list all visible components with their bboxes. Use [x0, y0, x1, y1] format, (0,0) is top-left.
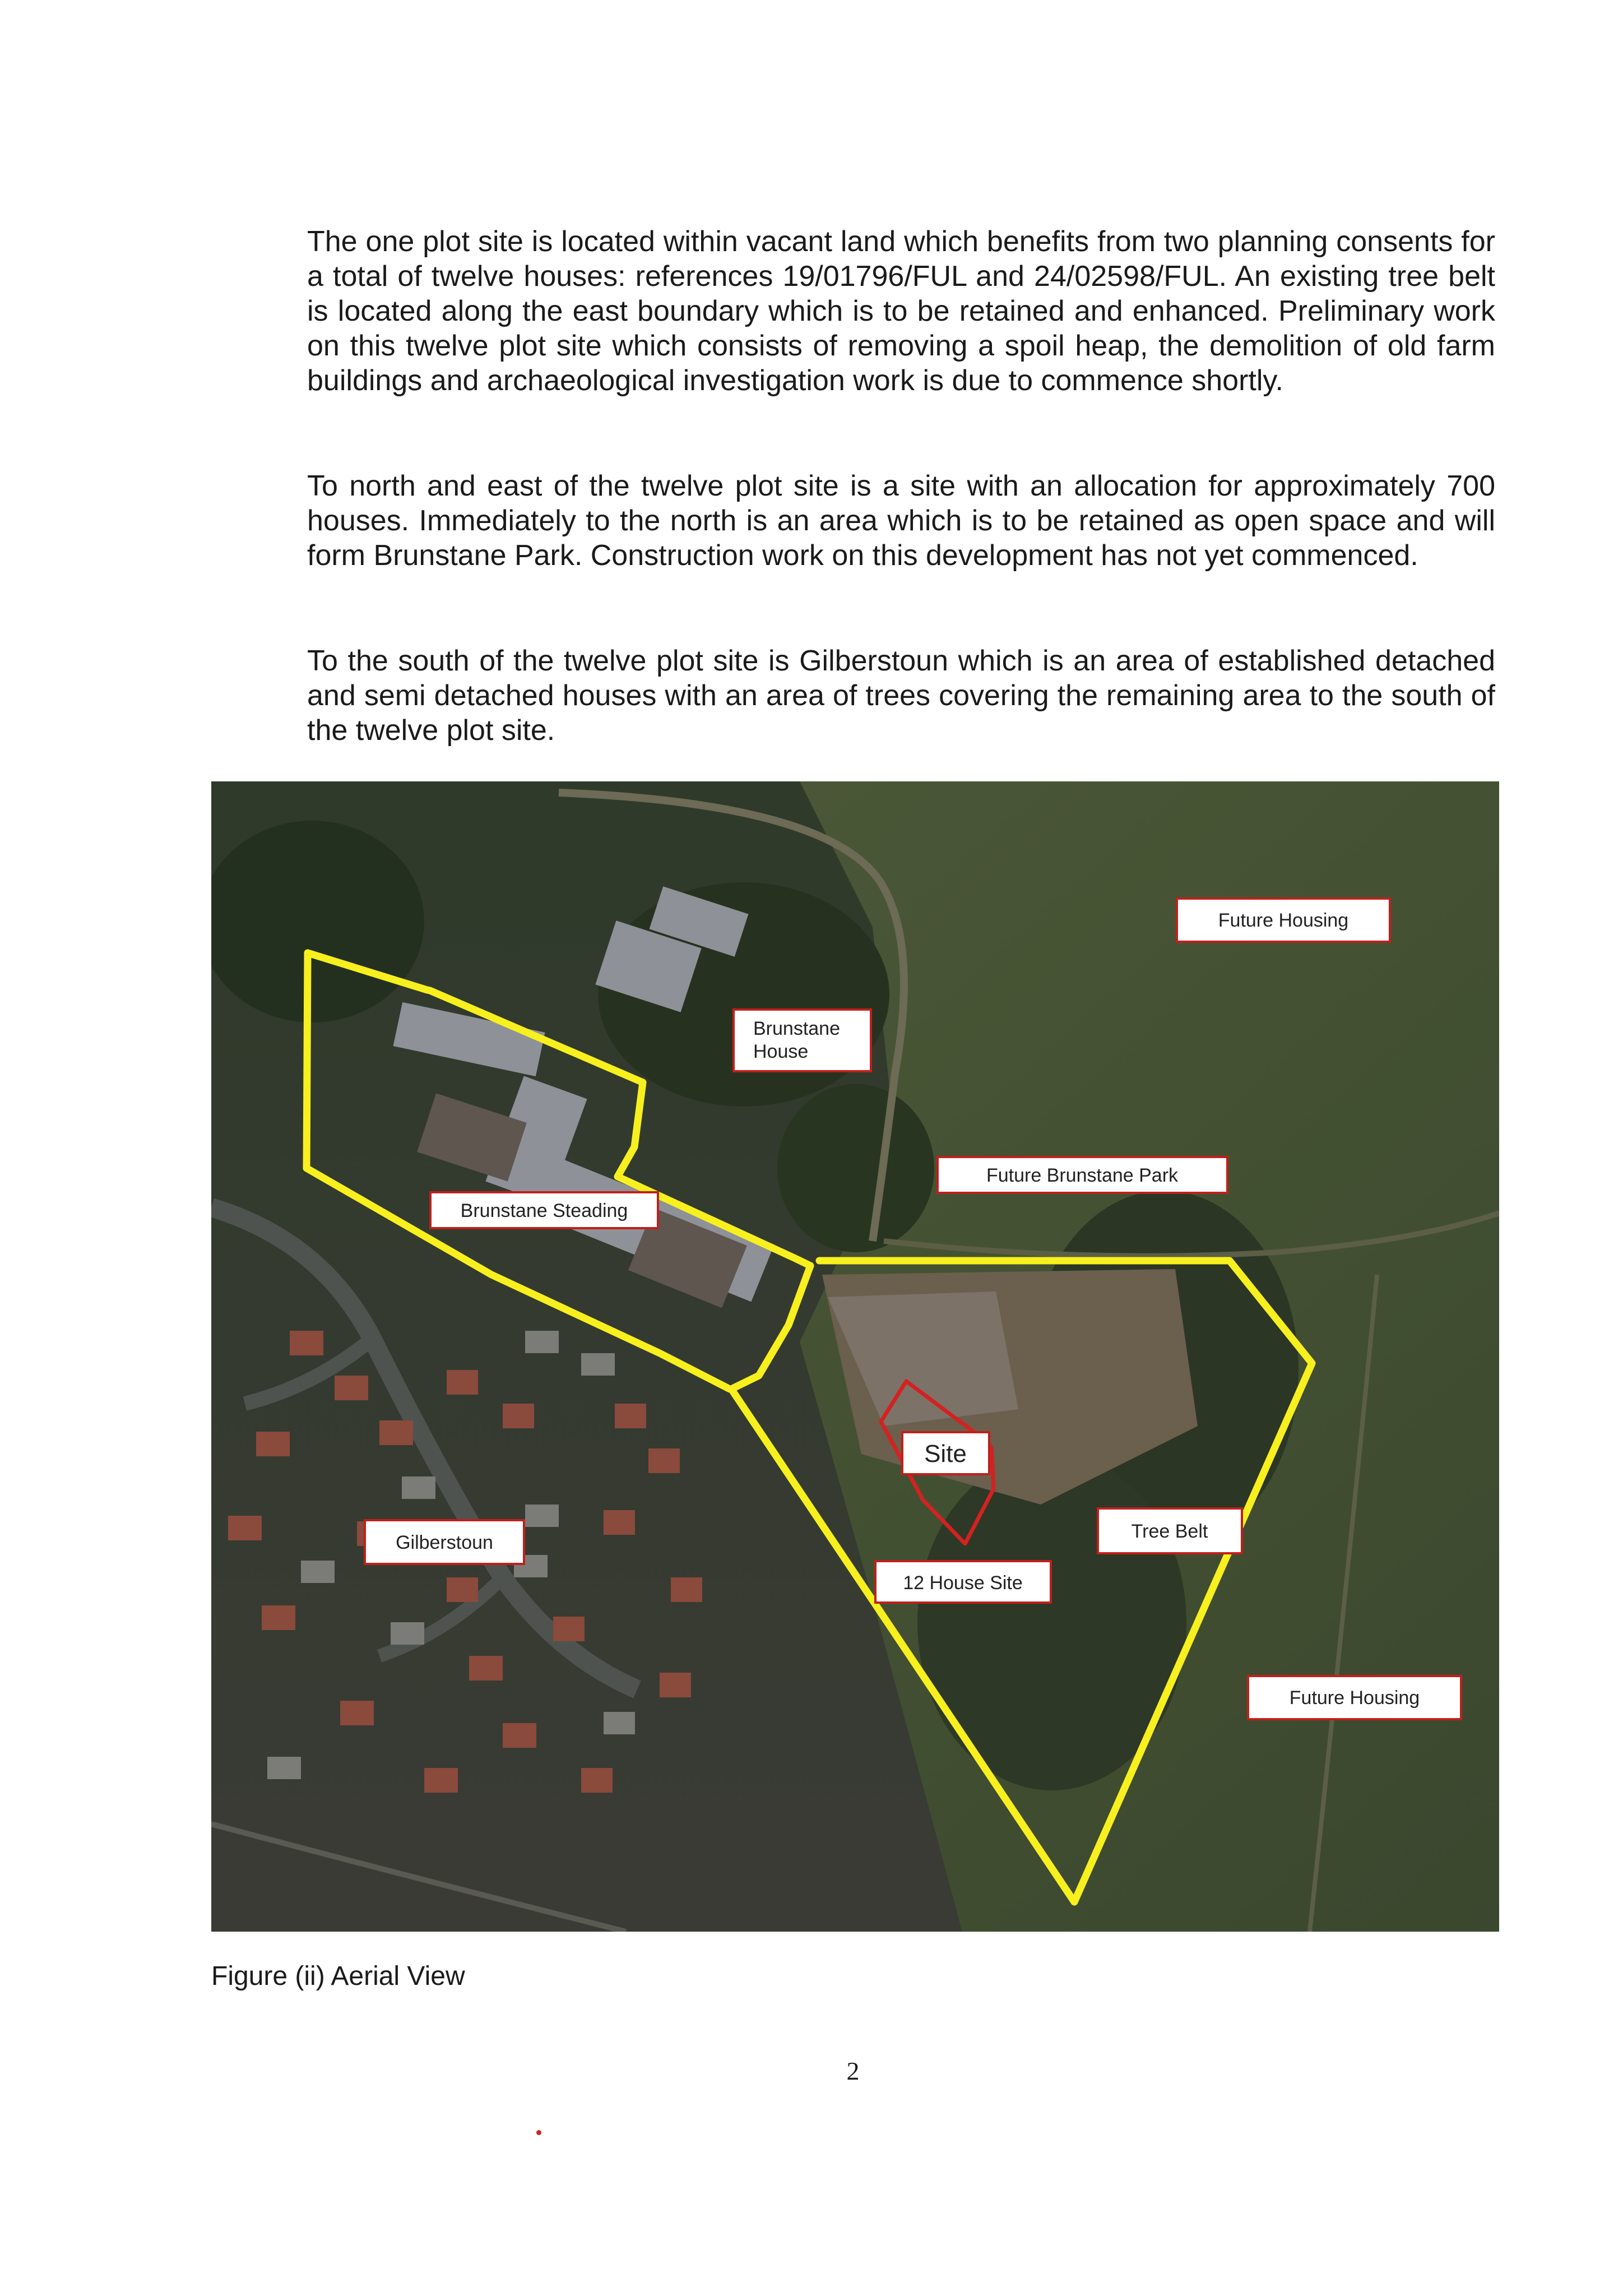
svg-text:Future Housing: Future Housing [1218, 910, 1349, 931]
label-brunstane-house [734, 1010, 871, 1071]
label-future-housing-north [1177, 899, 1390, 942]
paragraph-north-east: To north and east of the twelve plot site is a site with an allocation for approximately 700 houses. Immediately to the north is an area which is to be retained as open space and will form Brunstane Park. Construction work on this development has not yet commenced. [307, 470, 1495, 572]
svg-text:Future Brunstane Park: Future Brunstane Park [986, 1165, 1179, 1186]
label-twelve-house-site [875, 1561, 1051, 1603]
label-future-housing-south [1248, 1676, 1461, 1719]
paragraph-south: To the south of the twelve plot site is Gilberstoun which is an area of established detached and semi detached houses with an area of trees covering the remaining area to the south of the twelve plot site. [307, 645, 1495, 747]
svg-text:Gilberstoun: Gilberstoun [396, 1532, 493, 1553]
label-gilberstoun [365, 1520, 524, 1564]
svg-text:Brunstane: Brunstane [753, 1018, 840, 1039]
svg-text:Brunstane Steading: Brunstane Steading [460, 1200, 628, 1221]
tree-cluster [777, 1084, 934, 1252]
svg-text:Tree Belt: Tree Belt [1131, 1521, 1208, 1542]
red-dot-mark [536, 2130, 541, 2135]
label-tree-belt [1098, 1508, 1242, 1553]
page-number: 2 [846, 2057, 860, 2085]
figure-caption: Figure (ii) Aerial View [211, 1961, 465, 1991]
svg-text:12 House Site: 12 House Site [903, 1572, 1023, 1594]
aerial-view-map [211, 781, 1499, 1932]
label-future-brunstane-park [938, 1157, 1227, 1193]
paragraph-site-location: The one plot site is located within vacant land which benefits from two planning consents for a total of twelve houses: references 19/01796/FUL and 24/02598/FUL. An existing tree belt is located along the east boundary which is to be retained and enhanced. Preliminary work on this twelve plot site which consists of removing a spoil heap, the demolition of old farm buildings and archaeological investigation work is due to commence shortly. [307, 225, 1495, 397]
svg-text:House: House [753, 1041, 809, 1062]
label-brunstane-steading [430, 1192, 658, 1228]
svg-text:Site: Site [924, 1440, 967, 1468]
aerial-view-figure [211, 781, 1499, 1932]
svg-text:Future Housing: Future Housing [1289, 1687, 1420, 1709]
label-site [902, 1432, 989, 1474]
